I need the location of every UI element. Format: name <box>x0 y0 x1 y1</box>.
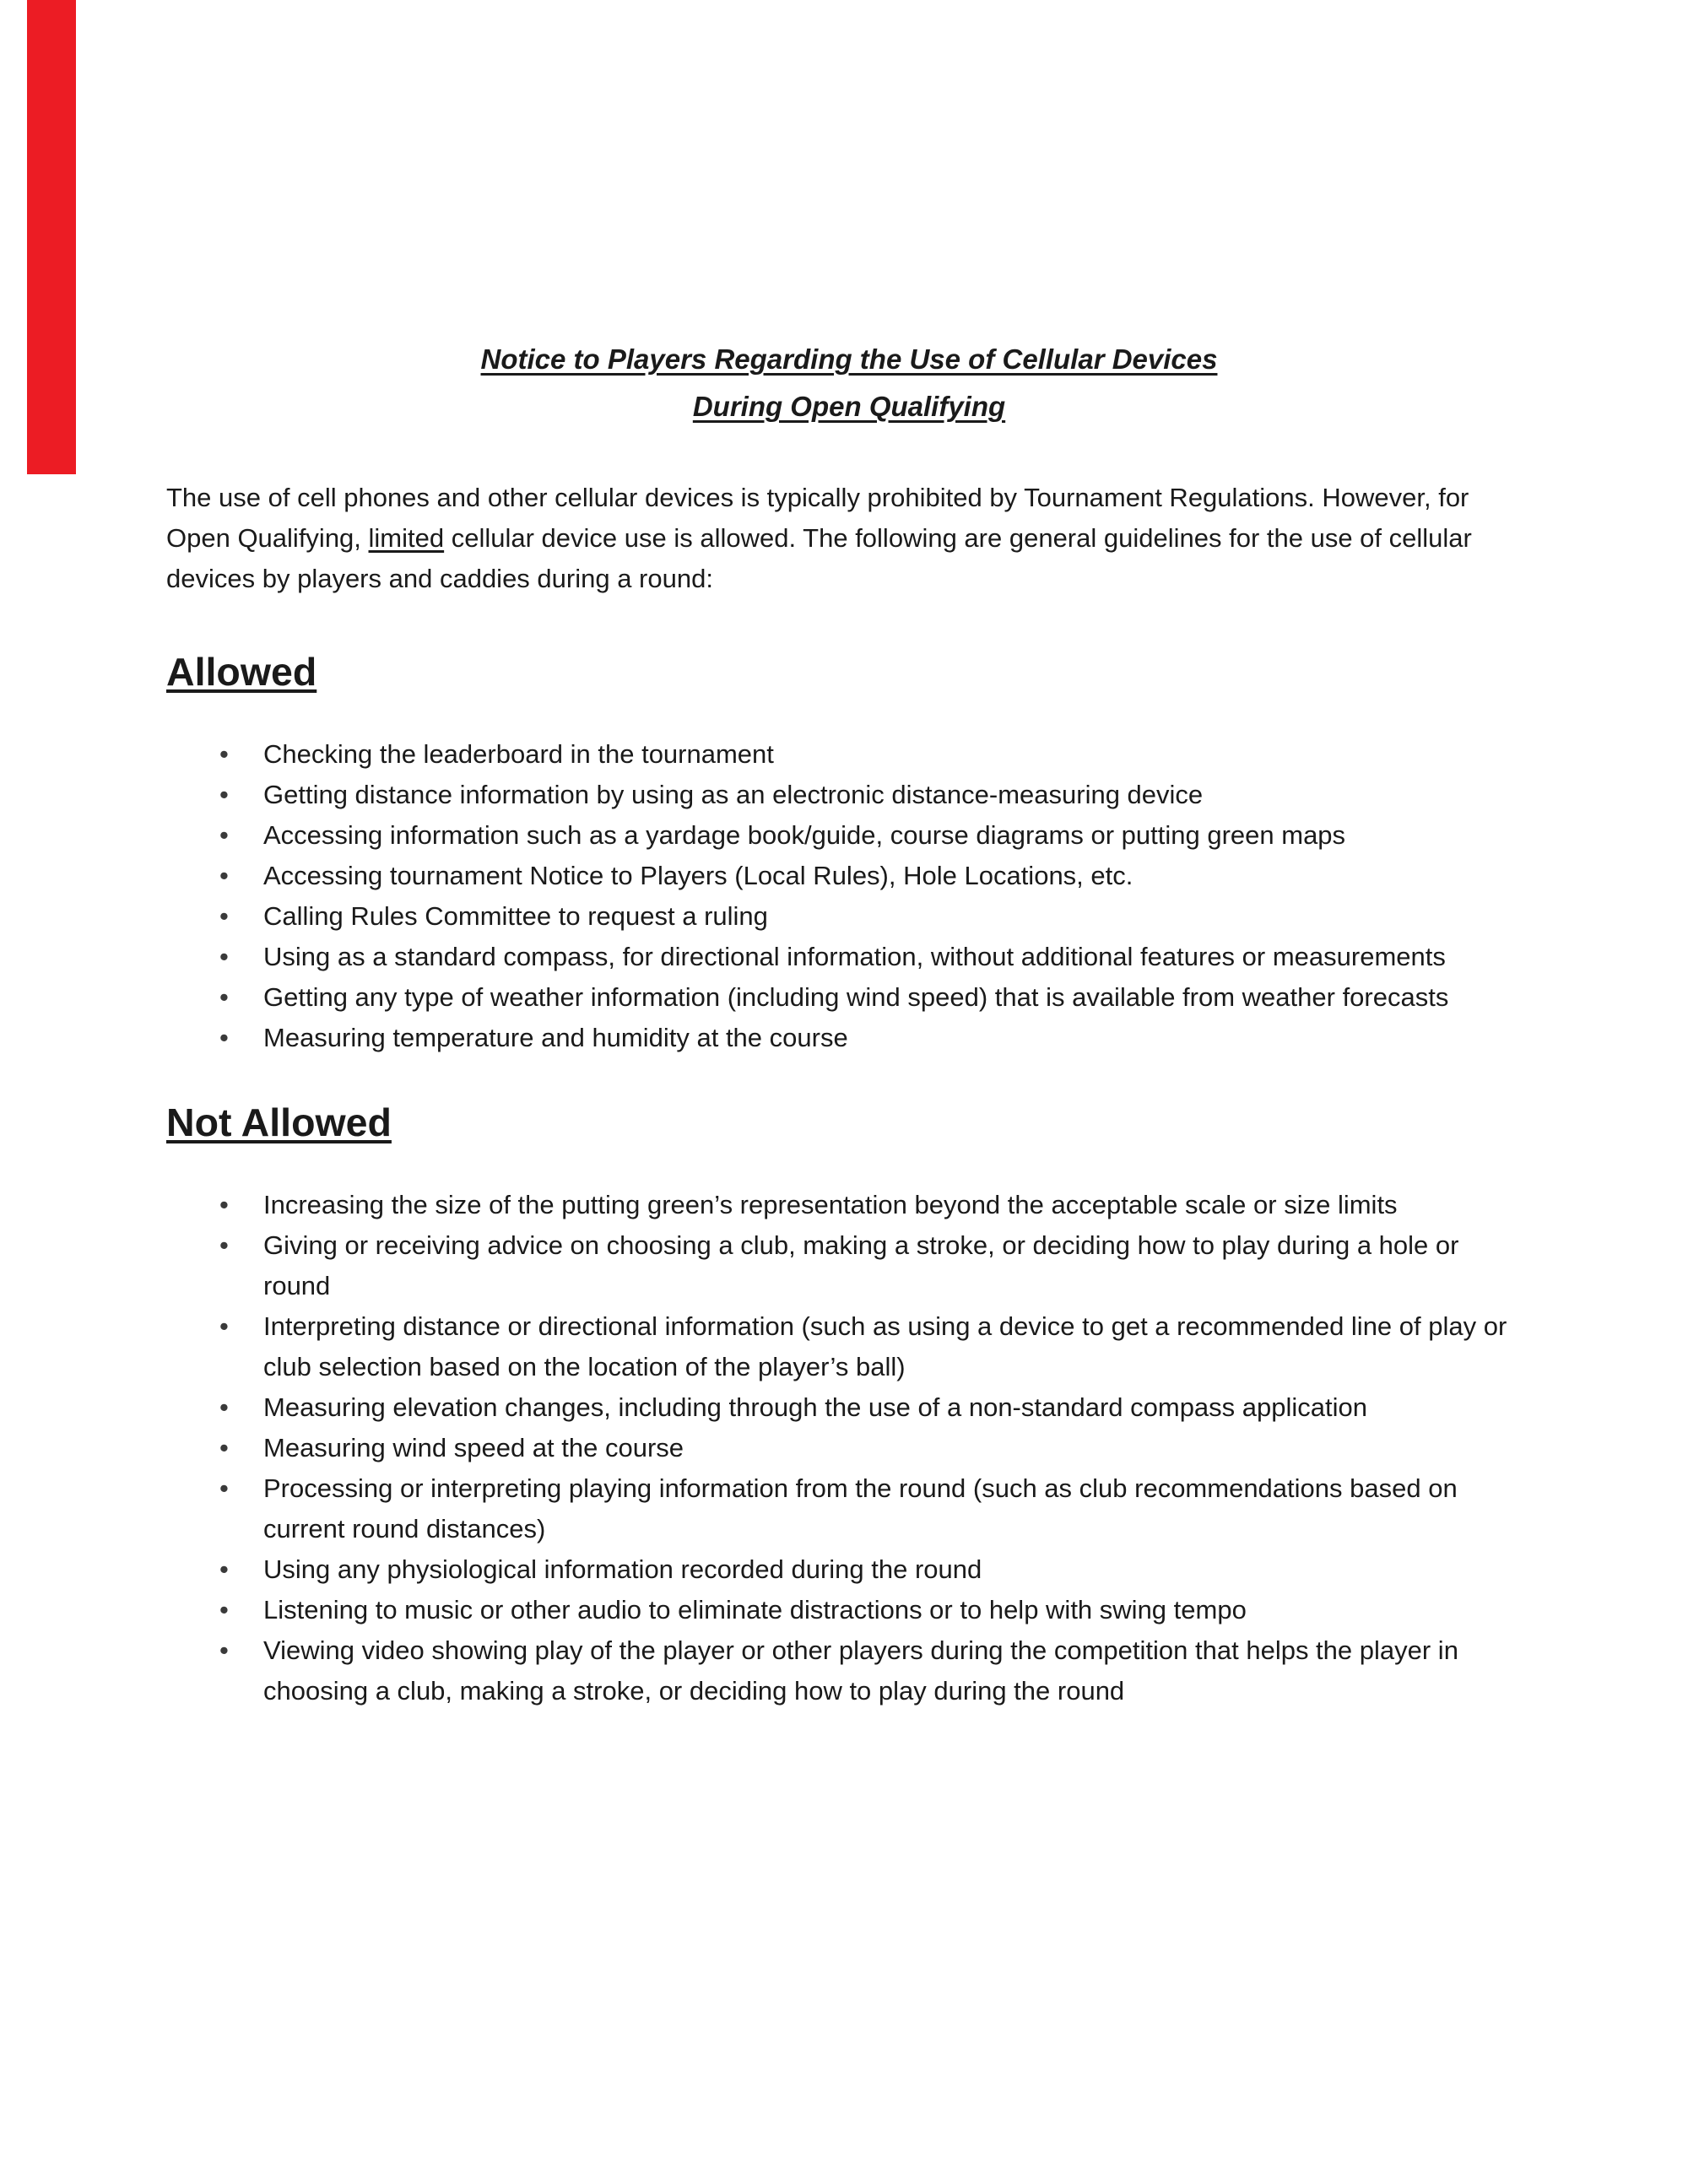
list-item: • Giving or receiving advice on choosing a club, making a stroke, or deciding how to play during a hole or round <box>219 1225 1532 1306</box>
list-item: • Processing or interpreting playing information from the round (such as club recommendations based on current round distances) <box>219 1468 1532 1549</box>
intro-paragraph <box>166 478 1532 599</box>
intro-text-after: cellular device use is allowed. The following are general guidelines for the use of cellular devices by players and caddies during a round: <box>166 523 1472 593</box>
intro-text-before: The use of cell phones and other cellular devices is typically prohibited by Tournament Regulations. However, for Open Qualifying, <box>166 483 1469 553</box>
document-body <box>166 336 1532 1755</box>
list-item: • Accessing information such as a yardage book/guide, course diagrams or putting green maps <box>219 815 1532 856</box>
list-item: • Calling Rules Committee to request a ruling <box>219 896 1532 937</box>
list-item: • Listening to music or other audio to eliminate distractions or to help with swing tempo <box>219 1590 1532 1630</box>
list-item: • Accessing tournament Notice to Players (Local Rules), Hole Locations, etc. <box>219 856 1532 896</box>
page-title-line-2: During Open Qualifying <box>692 391 1006 422</box>
not-allowed-heading: Not Allowed <box>166 1100 392 1144</box>
list-item: • Interpreting distance or directional information (such as using a device to get a recommended line of play or club selection based on the location of the player’s ball) <box>219 1306 1532 1387</box>
list-item: • Checking the leaderboard in the tournament <box>219 734 1532 775</box>
list-item: • Using any physiological information recorded during the round <box>219 1549 1532 1590</box>
list-item: • Getting any type of weather information (including wind speed) that is available from weather forecasts <box>219 977 1532 1018</box>
list-item: • Getting distance information by using as an electronic distance-measuring device <box>219 775 1532 815</box>
allowed-list <box>219 734 1532 1058</box>
list-item: • Measuring elevation changes, including through the use of a non-standard compass application <box>219 1387 1532 1428</box>
scan-edge-stripe <box>27 0 76 474</box>
intro-underlined-word: limited <box>368 523 445 553</box>
list-item: • Increasing the size of the putting green’s representation beyond the acceptable scale or size limits <box>219 1185 1532 1225</box>
not-allowed-list <box>219 1185 1532 1711</box>
list-item: • Using as a standard compass, for directional information, without additional features or measurements <box>219 937 1532 977</box>
list-item: • Viewing video showing play of the player or other players during the competition that helps the player in choosing a club, making a stroke, or deciding how to play during the round <box>219 1630 1532 1711</box>
list-item: • Measuring temperature and humidity at the course <box>219 1018 1532 1058</box>
list-item: • Measuring wind speed at the course <box>219 1428 1532 1468</box>
page-title-line-1: Notice to Players Regarding the Use of Cellular Devices <box>480 343 1218 375</box>
page-title <box>166 336 1532 430</box>
allowed-heading: Allowed <box>166 650 317 694</box>
